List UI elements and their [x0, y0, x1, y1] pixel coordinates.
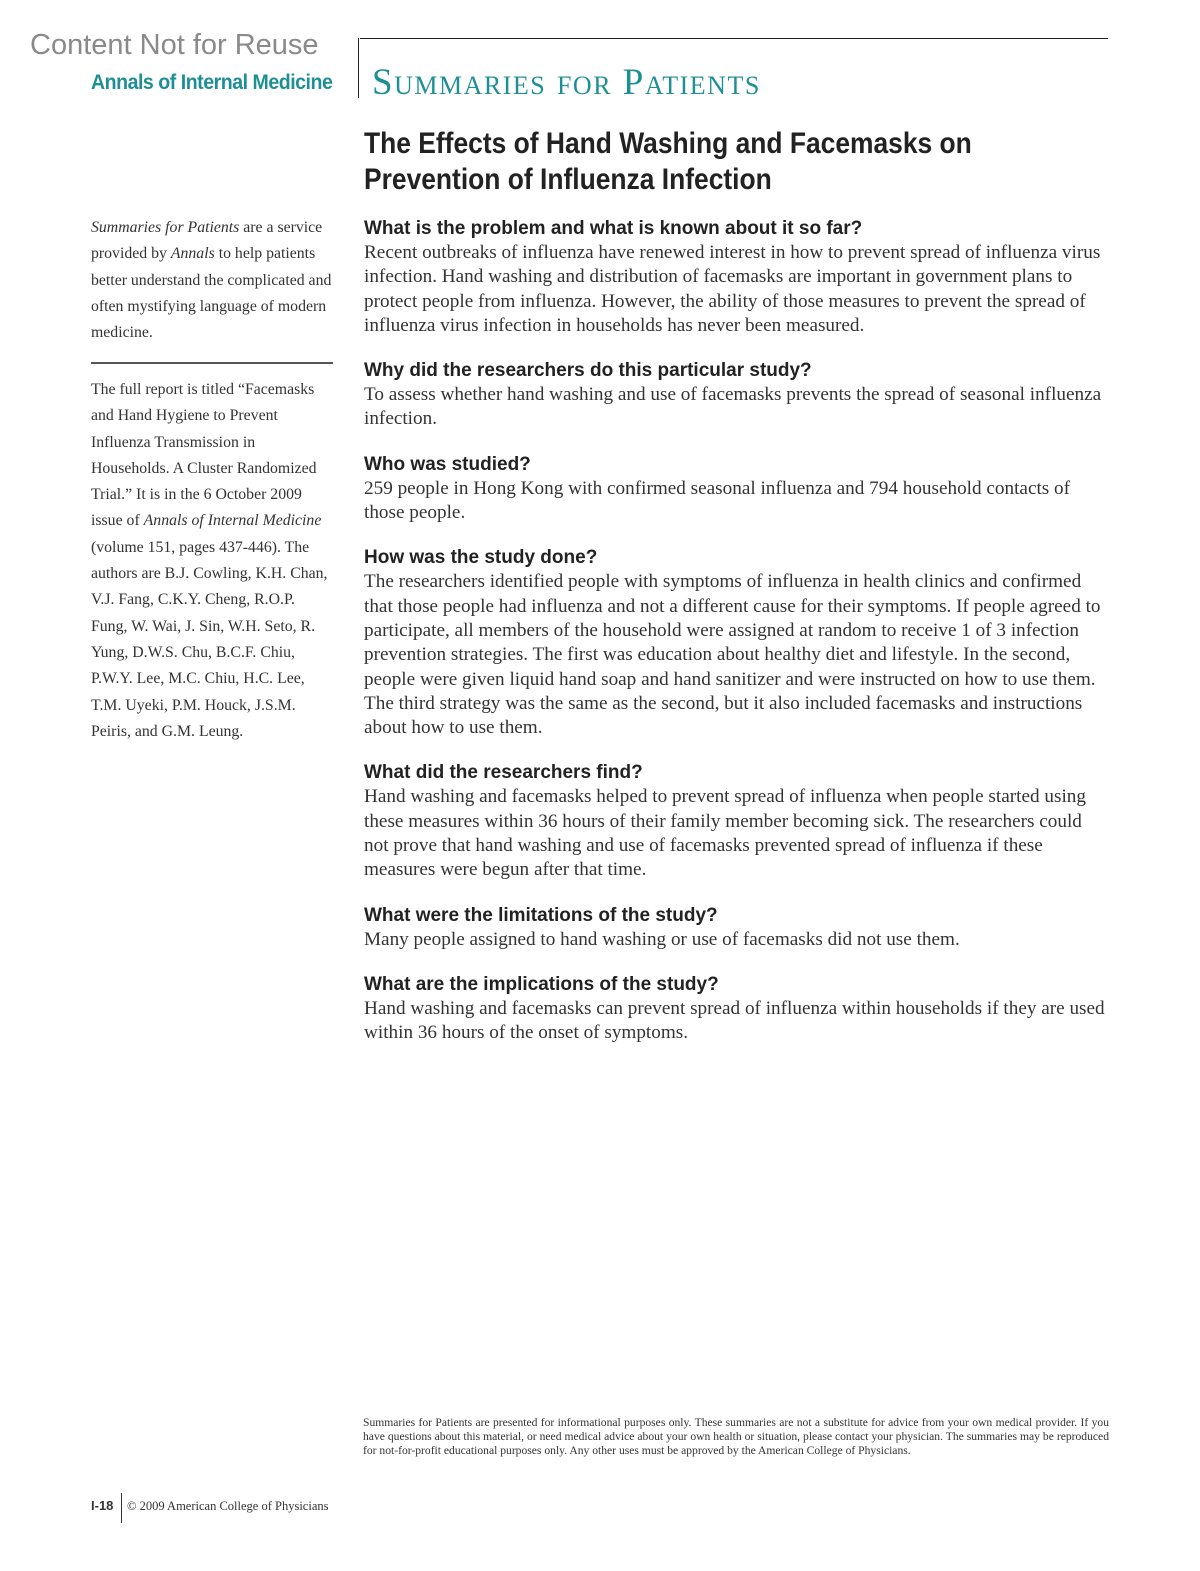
main-content	[364, 216, 1109, 1066]
page-number: I-18	[91, 1498, 114, 1513]
sidebar-report-text-a: The full report is titled “Facemasks and Hand Hygiene to Prevent Influenza Transmission in Households. A Cluster Randomized Trial.” It is in the 6 October 2009 issue of	[91, 381, 317, 530]
sidebar-report-text-b: (volume 151, pages 437-446). The authors are B.J. Cowling, K.H. Chan, V.J. Fang, C.K.Y. Cheng, R.O.P. Fung, W. Wai, J. Sin, W.H. Seto, R. Yung, D.W.S. Chu, B.C.F. Chiu, P.W.Y. Lee, M.C. Chiu, H.C. Lee, T.M. Uyeki, P.M. Houck, J.S.M. Peiris, and G.M. Leung.	[91, 538, 328, 740]
section-heading: What were the limitations of the study?	[364, 904, 718, 926]
sidebar-intro	[91, 215, 334, 346]
section-why	[364, 358, 1109, 432]
section-body: To assess whether hand washing and use of facemasks prevents the spread of seasonal influenza infection.	[364, 384, 1102, 430]
section-body: Hand washing and facemasks helped to prevent spread of influenza when people started using these measures within 36 hours of their family member becoming sick. The researchers could not prove that hand washing and use of facemasks prevented spread of influenza if these measures were begun after that time.	[364, 786, 1086, 881]
section-implications	[364, 972, 1109, 1046]
section-heading: Why did the researchers do this particular study?	[364, 360, 812, 382]
section-heading: Who was studied?	[364, 453, 531, 475]
sidebar-intro-text-b: to help patients better understand the complicated and often mystifying language of modern medicine.	[91, 245, 332, 342]
article-title: The Effects of Hand Washing and Facemasks on Prevention of Influenza Infection	[364, 127, 972, 196]
sidebar-intro-text-a: are a service provided by	[91, 219, 323, 263]
footer-divider	[121, 1493, 122, 1523]
sidebar-intro-italic-annals: Annals	[170, 245, 215, 263]
disclaimer: Summaries for Patients are presented for informational purposes only. These summaries are not a substitute for advice from your own medical provider. If you have questions about this material, or need medical advice about your own health or situation, please contact your physician. The summaries may be reproduced for not-for-profit educational purposes only. Any other uses must be approved by the American College of Physicians.	[363, 1416, 1109, 1457]
section-body: Hand washing and facemasks can prevent spread of influenza within households if they are used within 36 hours of the onset of symptoms.	[364, 997, 1105, 1044]
copyright: © 2009 American College of Physicians	[127, 1499, 329, 1513]
section-heading: What did the researchers find?	[364, 762, 643, 784]
journal-name: Annals of Internal Medicine	[91, 71, 333, 94]
section-body: Many people assigned to hand washing or use of facemasks did not use them.	[364, 928, 960, 950]
sidebar-report-journal: Annals of Internal Medicine	[143, 512, 322, 530]
section-body: 259 people in Hong Kong with confirmed seasonal influenza and 794 household contacts of those people.	[364, 477, 1071, 524]
sidebar-report	[91, 377, 334, 745]
section-heading: What is the problem and what is known about it so far?	[364, 218, 863, 239]
section-who	[364, 452, 1109, 526]
section-title: Summaries for Patients	[372, 62, 761, 103]
section-body: The researchers identified people with symptoms of influenza in health clinics and confirmed that those people had influenza and not a different cause for their symptoms. If people agreed to participate, all members of the household were assigned at random to receive 1 of 3 infection prevention strategies. The first was education about healthy diet and lifestyle. In the second, people were given liquid hand soap and hand sanitizer and were instructed on how to use them. The third strategy was the same as the second, but it also included facemasks and instructions about how to use them.	[364, 571, 1101, 739]
section-findings	[364, 760, 1109, 882]
section-limitations	[364, 903, 1109, 952]
section-heading: How was the study done?	[364, 547, 598, 569]
header-rule	[360, 38, 1108, 39]
section-how	[364, 545, 1109, 740]
sidebar-intro-italic-lead: Summaries for Patients	[91, 219, 240, 236]
section-body: Recent outbreaks of influenza have renewed interest in how to prevent spread of influenza virus infection. Hand washing and distribution of facemasks are important in government plans to protect people from influenza. However, the ability of those measures to prevent the spread of influenza virus infection in households has never been measured.	[364, 242, 1101, 336]
sidebar-divider	[91, 362, 333, 364]
watermark: Content Not for Reuse	[30, 29, 319, 61]
section-problem	[364, 216, 1109, 338]
header-divider	[358, 38, 359, 98]
section-heading: What are the implications of the study?	[364, 973, 719, 995]
